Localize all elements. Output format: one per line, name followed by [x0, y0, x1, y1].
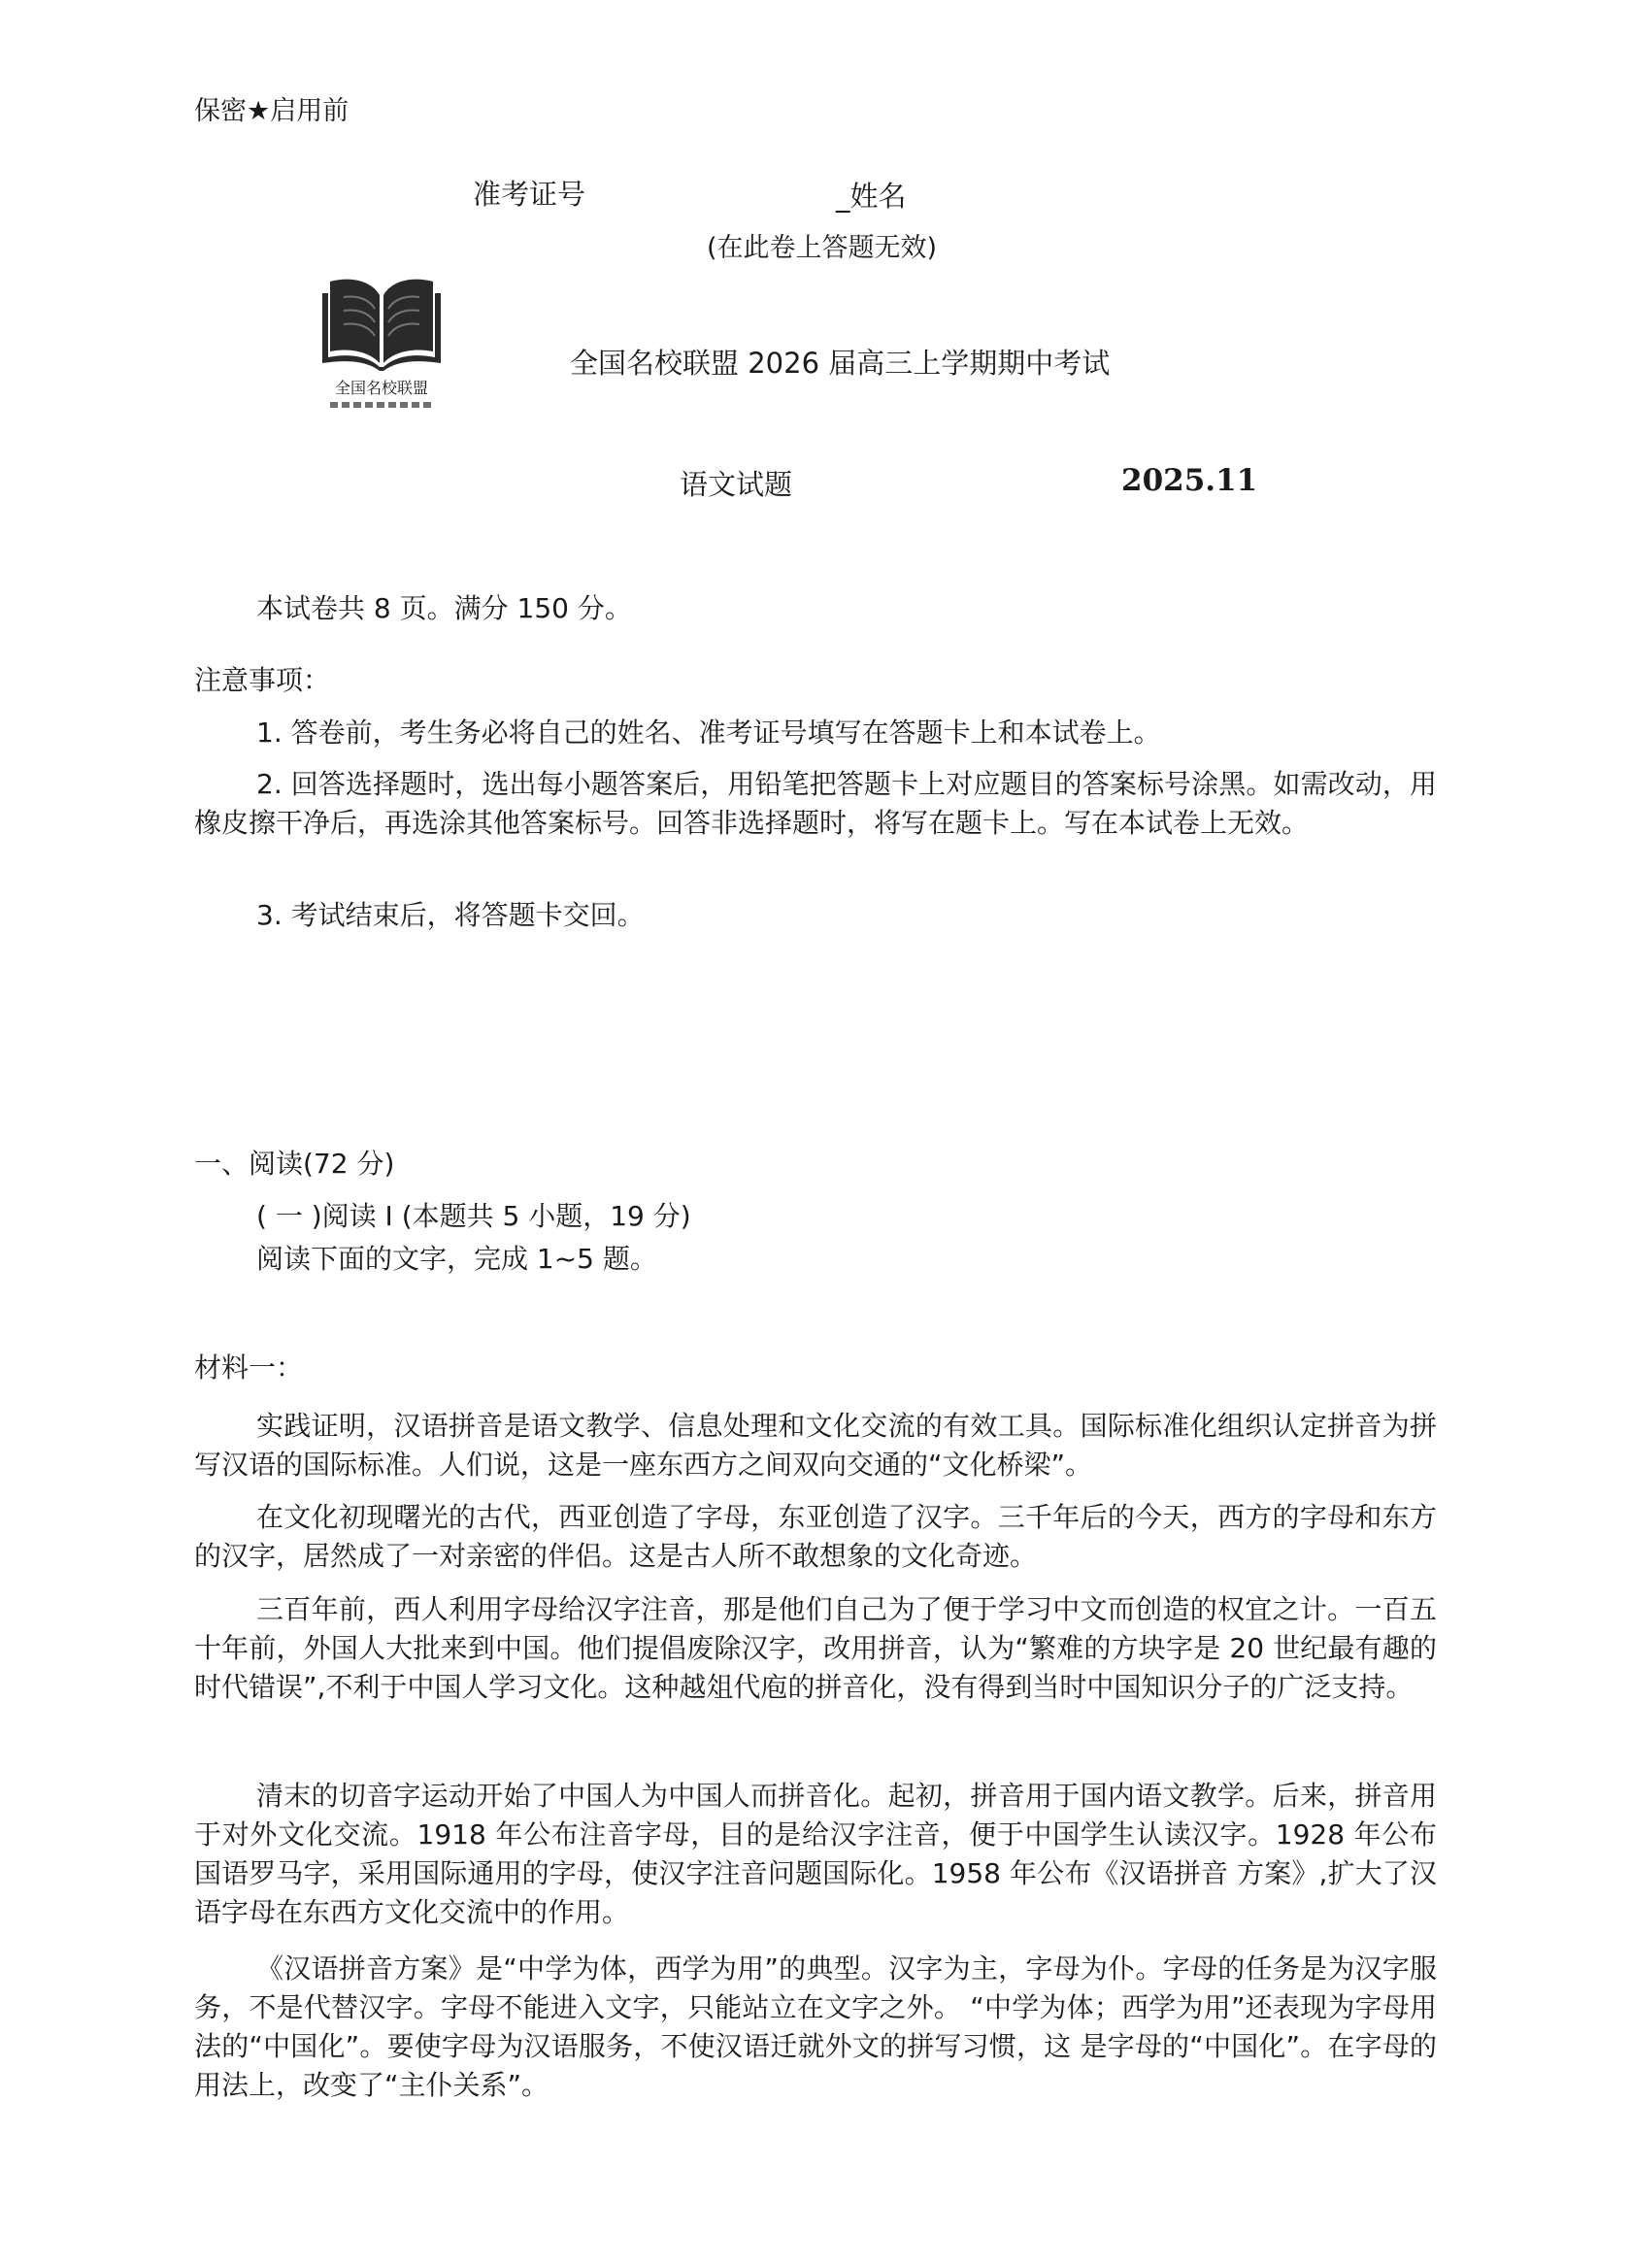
confidential-label: 保密★启用前	[194, 96, 350, 126]
admission-number-label: 准考证号	[473, 178, 586, 211]
exam-date: 2025.11	[1121, 463, 1258, 498]
material-paragraph: 在文化初现曙光的古代，西亚创造了字母，东亚创造了汉字。三千年后的今天，西方的字母和东方的汉字，居然成了一对亲密的伴侣。这是古人所不敢想象的文化奇迹。	[194, 1501, 1437, 1572]
material-paragraph: 《汉语拼音方案》是“中学为体，西学为用”的典型。汉字为主，字母为仆。字母的任务是为汉字服务，不是代替汉字。字母不能进入文字，只能站立在文字之外。 “中学为体；西学为用”还表现为字母用法的“中国化”。要使字母为汉语服务，不使汉语迁就外文的拼写习惯，这 是字母的“中国化”。在字母的用法上，改变了“主仆关系”。	[194, 1952, 1437, 2101]
invalid-answer-note: (在此卷上答题无效)	[707, 233, 938, 263]
page-count-info: 本试卷共 8 页。满分 150 分。	[256, 592, 632, 624]
notice-item: 2. 回答选择题时，选出每小题答案后，用铅笔把答题卡上对应题目的答案标号涂黑。如需改动，用橡皮擦干净后，再选涂其他答案标号。回答非选择题时，将写在题卡上。写在本试卷上无效。	[194, 768, 1437, 839]
material-paragraph: 实践证明，汉语拼音是语文教学、信息处理和文化交流的有效工具。国际标准化组织认定拼音为拼写汉语的国际标准。人们说，这是一座东西方之间双向交通的“文化桥梁”。	[194, 1410, 1437, 1481]
material-paragraph: 三百年前，西人利用字母给汉字注音，那是他们自己为了便于学习中文而创造的权宜之计。一百五十年前，外国人大批来到中国。他们提倡废除汉字，改用拼音，认为“繁难的方块字是 20 世纪最有趣的时代错误”,不利于中国人学习文化。这种越俎代庖的拼音化，没有得到当时中国知识分子的广泛支持。	[194, 1593, 1437, 1703]
notice-item: 1. 答卷前，考生务必将自己的姓名、准考证号填写在答题卡上和本试卷上。	[256, 717, 1161, 749]
subject-title: 语文试题	[680, 468, 793, 501]
exam-title: 全国名校联盟 2026 届高三上学期期中考试	[570, 347, 1111, 380]
open-book-icon	[318, 274, 445, 371]
material-label: 材料一：	[194, 1351, 304, 1384]
notice-item: 3. 考试结束后，将答题卡交回。	[256, 899, 645, 931]
notice-title: 注意事项：	[194, 664, 331, 696]
name-label: _姓名	[836, 180, 907, 213]
subsection-instructions: ( 一 )阅读 I (本题共 5 小题，19 分) 阅读下面的文字，完成 1~5 题。	[256, 1200, 691, 1275]
section-title: 一、阅读(72 分)	[194, 1148, 395, 1180]
material-paragraph: 清末的切音字运动开始了中国人为中国人而拼音化。起初，拼音用于国内语文教学。后来，拼音用于对外文化交流。1918 年公布注音字母，目的是给汉字注音，便于中国学生认读汉字。1928 年公布国语罗马字，采用国际通用的字母，使汉字注音问题国际化。1958 年公布《汉语拼音 方案》,扩大了汉语字母在东西方文化交流中的作用。	[194, 1780, 1437, 1928]
logo-subtitle-strip	[330, 402, 433, 408]
alliance-logo	[318, 274, 445, 419]
logo-caption: 全国名校联盟	[334, 379, 428, 397]
